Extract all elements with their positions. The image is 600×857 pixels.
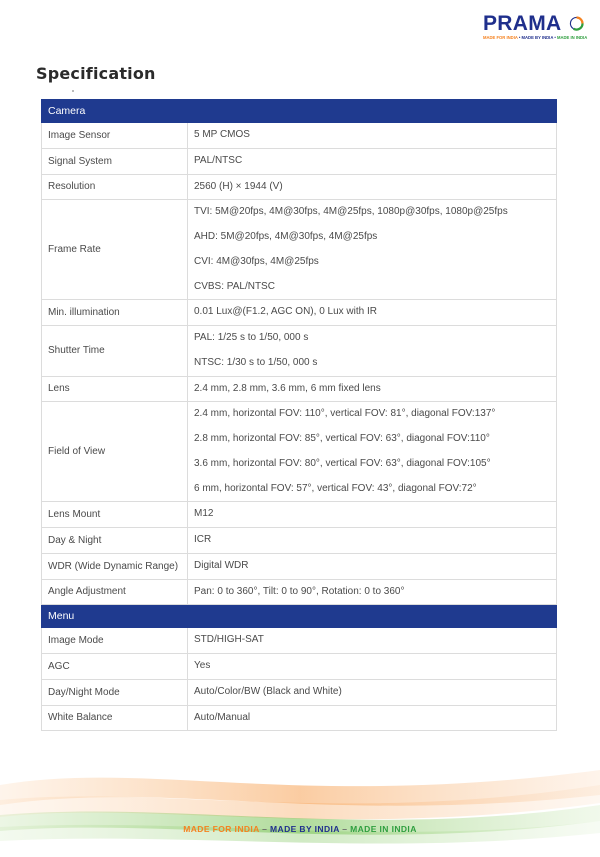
spec-value	[188, 553, 557, 579]
spec-label: Image Mode	[42, 628, 188, 654]
spec-row	[42, 376, 557, 402]
logo-wordmark: PRAMA	[483, 12, 562, 35]
spec-row	[42, 174, 557, 200]
footer-made-for-india: MADE FOR INDIA	[183, 824, 260, 834]
spec-row	[42, 579, 557, 605]
spec-row	[42, 148, 557, 174]
spec-label: Signal System	[42, 148, 188, 174]
spec-label: Day & Night	[42, 528, 188, 554]
spec-row	[42, 553, 557, 579]
spec-value-line: Auto/Manual	[194, 711, 251, 723]
spec-value	[188, 200, 557, 300]
spec-value	[188, 628, 557, 654]
spec-value	[188, 402, 557, 502]
spec-row	[42, 326, 557, 377]
spec-value	[188, 123, 557, 149]
spec-label: Frame Rate	[42, 200, 188, 300]
spec-value-line: M12	[194, 508, 214, 520]
footer-made-in-india: MADE IN INDIA	[350, 824, 417, 834]
spec-row	[42, 528, 557, 554]
page-title: Specification	[36, 64, 156, 83]
spec-label: Lens	[42, 376, 188, 402]
spec-value	[188, 579, 557, 605]
tricolor-wave-decoration	[0, 755, 600, 857]
specification-table-body	[42, 100, 557, 731]
spec-row	[42, 300, 557, 326]
logo-tagline: MADE FOR INDIA • MADE BY INDIA • MADE IN INDIA	[483, 35, 588, 40]
tagline-made-for-india: MADE FOR INDIA	[483, 35, 518, 40]
spec-value-line: 5 MP CMOS	[194, 129, 250, 140]
tricolor-swirl-icon	[569, 16, 584, 31]
spec-row	[42, 654, 557, 680]
spec-label: Day/Night Mode	[42, 679, 188, 705]
spec-label: Shutter Time	[42, 326, 188, 377]
spec-row	[42, 705, 557, 731]
spec-row	[42, 402, 557, 502]
specification-table	[41, 99, 557, 731]
spec-value-line: NTSC: 1/30 s to 1/50, 000 s	[194, 356, 318, 368]
spec-value	[188, 654, 557, 680]
spec-value-line: 3.6 mm, horizontal FOV: 80°, vertical FOV: 63°, diagonal FOV:105°	[194, 457, 491, 469]
spec-value	[188, 502, 557, 528]
spec-value-line: 2.8 mm, horizontal FOV: 85°, vertical FOV: 63°, diagonal FOV:110°	[194, 433, 490, 444]
spec-label: Min. illumination	[42, 300, 188, 326]
spec-value-line: Auto/Color/BW (Black and White)	[194, 685, 342, 697]
spec-label: Field of View	[42, 402, 188, 502]
tagline-made-by-india: MADE BY INDIA	[521, 35, 554, 40]
spec-row	[42, 679, 557, 705]
spec-value-line: PAL: 1/25 s to 1/50, 000 s	[194, 332, 309, 343]
spec-label: Resolution	[42, 174, 188, 200]
spec-value-line: STD/HIGH-SAT	[194, 634, 264, 646]
spec-value-line: 6 mm, horizontal FOV: 57°, vertical FOV: 43°, diagonal FOV:72°	[194, 482, 477, 494]
section-title: Camera	[42, 100, 557, 123]
spec-value	[188, 326, 557, 377]
spec-label: White Balance	[42, 705, 188, 731]
spec-value-line: PAL/NTSC	[194, 154, 243, 166]
section-header	[42, 605, 557, 628]
footer-slogan: MADE FOR INDIA – MADE BY INDIA – MADE IN INDIA	[183, 824, 417, 834]
spec-label: Lens Mount	[42, 502, 188, 528]
section-header	[42, 100, 557, 123]
prama-logo	[480, 12, 588, 42]
spec-label: WDR (Wide Dynamic Range)	[42, 553, 188, 579]
decorative-dot	[72, 90, 74, 92]
spec-value-line: 2.4 mm, 2.8 mm, 3.6 mm, 6 mm fixed lens	[194, 382, 381, 394]
spec-value	[188, 174, 557, 200]
spec-value-line: Digital WDR	[194, 559, 249, 571]
spec-value-line: TVI: 5M@20fps, 4M@30fps, 4M@25fps, 1080p@30fps, 1080p@25fps	[194, 206, 508, 218]
footer-made-by-india: MADE BY INDIA	[270, 824, 340, 834]
spec-label: Image Sensor	[42, 123, 188, 149]
tagline-made-in-india: MADE IN INDIA	[557, 35, 588, 40]
spec-value	[188, 705, 557, 731]
spec-row	[42, 628, 557, 654]
spec-row	[42, 200, 557, 300]
spec-value-line: CVI: 4M@30fps, 4M@25fps	[194, 255, 319, 267]
spec-row	[42, 123, 557, 149]
spec-value	[188, 148, 557, 174]
spec-value	[188, 376, 557, 402]
spec-value	[188, 528, 557, 554]
spec-value-line: 2.4 mm, horizontal FOV: 110°, vertical FOV: 81°, diagonal FOV:137°	[194, 408, 496, 420]
spec-value-line: AHD: 5M@20fps, 4M@30fps, 4M@25fps	[194, 231, 378, 242]
section-title: Menu	[42, 605, 557, 628]
spec-value-line: 0.01 Lux@(F1.2, AGC ON), 0 Lux with IR	[194, 306, 377, 318]
spec-value-line: ICR	[194, 534, 212, 545]
spec-row	[42, 502, 557, 528]
spec-value-line: Pan: 0 to 360°, Tilt: 0 to 90°, Rotation: 0 to 360°	[194, 585, 405, 597]
spec-label: Angle Adjustment	[42, 579, 188, 605]
spec-value-line: Yes	[194, 660, 211, 671]
spec-label: AGC	[42, 654, 188, 680]
spec-value	[188, 300, 557, 326]
spec-value	[188, 679, 557, 705]
spec-value-line: 2560 (H) × 1944 (V)	[194, 180, 283, 192]
spec-value-line: CVBS: PAL/NTSC	[194, 280, 275, 292]
